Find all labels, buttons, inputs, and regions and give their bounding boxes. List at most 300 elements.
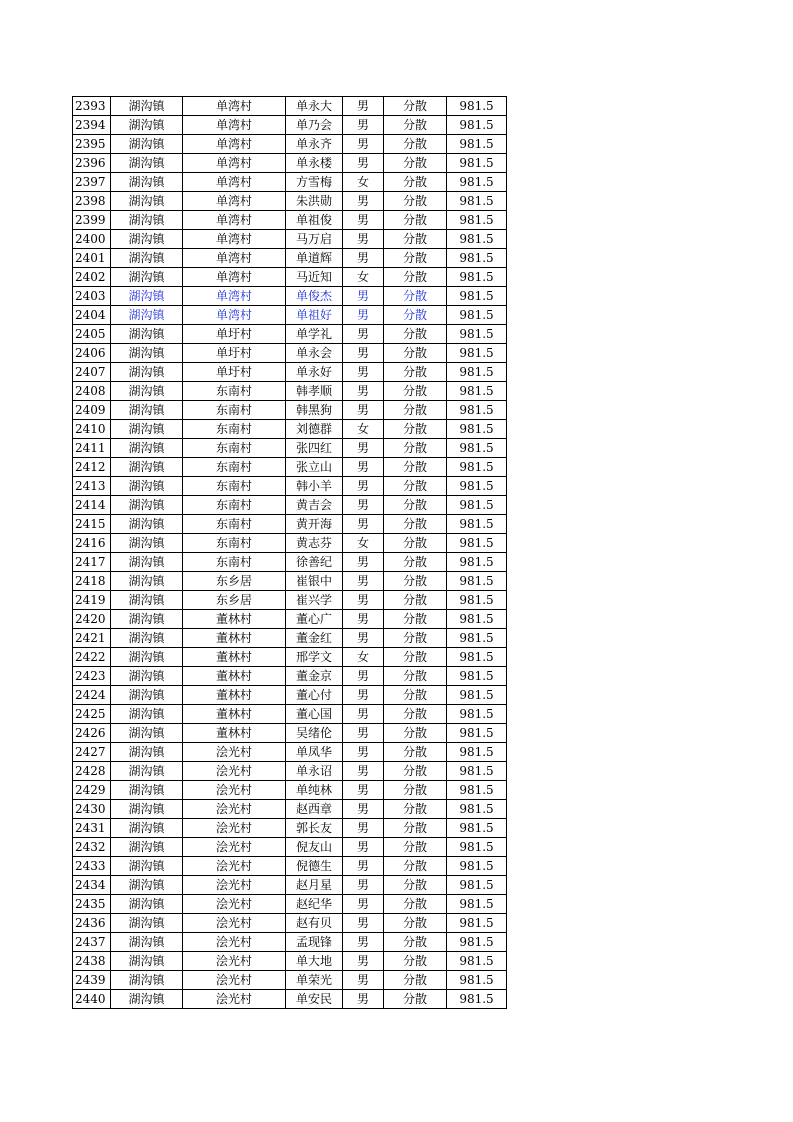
row-number-cell[interactable]: 2427 [73,743,111,762]
amount-cell[interactable]: 981.5 [447,686,507,705]
row-number-cell[interactable]: 2424 [73,686,111,705]
row-number-cell[interactable]: 2432 [73,838,111,857]
amount-cell[interactable]: 981.5 [447,135,507,154]
sex-cell[interactable]: 男 [343,382,384,401]
name-cell[interactable]: 单纯林 [286,781,343,800]
row-number-cell[interactable]: 2403 [73,287,111,306]
row-number-cell[interactable]: 2411 [73,439,111,458]
row-number-cell[interactable]: 2401 [73,249,111,268]
sex-cell[interactable]: 男 [343,895,384,914]
village-cell[interactable]: 单湾村 [183,192,286,211]
row-number-cell[interactable]: 2426 [73,724,111,743]
support-type-cell[interactable]: 分散 [384,173,447,192]
row-number-cell[interactable]: 2418 [73,572,111,591]
village-cell[interactable]: 浍光村 [183,857,286,876]
town-cell[interactable]: 湖沟镇 [111,249,183,268]
name-cell[interactable]: 韩小羊 [286,477,343,496]
village-cell[interactable]: 单湾村 [183,249,286,268]
village-cell[interactable]: 东乡居 [183,572,286,591]
village-cell[interactable]: 董林村 [183,686,286,705]
support-type-cell[interactable]: 分散 [384,458,447,477]
village-cell[interactable]: 董林村 [183,667,286,686]
support-type-cell[interactable]: 分散 [384,154,447,173]
row-number-cell[interactable]: 2420 [73,610,111,629]
village-cell[interactable]: 浍光村 [183,819,286,838]
amount-cell[interactable]: 981.5 [447,439,507,458]
sex-cell[interactable]: 女 [343,268,384,287]
amount-cell[interactable]: 981.5 [447,192,507,211]
amount-cell[interactable]: 981.5 [447,743,507,762]
support-type-cell[interactable]: 分散 [384,857,447,876]
amount-cell[interactable]: 981.5 [447,553,507,572]
village-cell[interactable]: 浍光村 [183,971,286,990]
town-cell[interactable]: 湖沟镇 [111,686,183,705]
name-cell[interactable]: 赵月星 [286,876,343,895]
name-cell[interactable]: 单祖俊 [286,211,343,230]
village-cell[interactable]: 单湾村 [183,268,286,287]
sex-cell[interactable]: 男 [343,705,384,724]
village-cell[interactable]: 东南村 [183,401,286,420]
amount-cell[interactable]: 981.5 [447,496,507,515]
town-cell[interactable]: 湖沟镇 [111,876,183,895]
amount-cell[interactable]: 981.5 [447,895,507,914]
row-number-cell[interactable]: 2404 [73,306,111,325]
support-type-cell[interactable]: 分散 [384,914,447,933]
sex-cell[interactable]: 男 [343,192,384,211]
support-type-cell[interactable]: 分散 [384,97,447,116]
sex-cell[interactable]: 男 [343,800,384,819]
sex-cell[interactable]: 男 [343,686,384,705]
support-type-cell[interactable]: 分散 [384,610,447,629]
amount-cell[interactable]: 981.5 [447,819,507,838]
town-cell[interactable]: 湖沟镇 [111,382,183,401]
town-cell[interactable]: 湖沟镇 [111,629,183,648]
sex-cell[interactable]: 男 [343,249,384,268]
village-cell[interactable]: 东南村 [183,458,286,477]
row-number-cell[interactable]: 2397 [73,173,111,192]
name-cell[interactable]: 倪友山 [286,838,343,857]
amount-cell[interactable]: 981.5 [447,249,507,268]
village-cell[interactable]: 浍光村 [183,743,286,762]
row-number-cell[interactable]: 2425 [73,705,111,724]
town-cell[interactable]: 湖沟镇 [111,591,183,610]
name-cell[interactable]: 崔银中 [286,572,343,591]
amount-cell[interactable]: 981.5 [447,952,507,971]
town-cell[interactable]: 湖沟镇 [111,838,183,857]
village-cell[interactable]: 单圩村 [183,344,286,363]
sex-cell[interactable]: 男 [343,610,384,629]
village-cell[interactable]: 浍光村 [183,762,286,781]
amount-cell[interactable]: 981.5 [447,933,507,952]
village-cell[interactable]: 东南村 [183,420,286,439]
name-cell[interactable]: 马万启 [286,230,343,249]
name-cell[interactable]: 刘德群 [286,420,343,439]
village-cell[interactable]: 浍光村 [183,952,286,971]
name-cell[interactable]: 马近知 [286,268,343,287]
village-cell[interactable]: 单湾村 [183,211,286,230]
name-cell[interactable]: 韩黑狗 [286,401,343,420]
sex-cell[interactable]: 男 [343,572,384,591]
amount-cell[interactable]: 981.5 [447,287,507,306]
support-type-cell[interactable]: 分散 [384,990,447,1009]
support-type-cell[interactable]: 分散 [384,648,447,667]
town-cell[interactable]: 湖沟镇 [111,211,183,230]
town-cell[interactable]: 湖沟镇 [111,857,183,876]
amount-cell[interactable]: 981.5 [447,401,507,420]
name-cell[interactable]: 韩孝顺 [286,382,343,401]
row-number-cell[interactable]: 2398 [73,192,111,211]
support-type-cell[interactable]: 分散 [384,477,447,496]
amount-cell[interactable]: 981.5 [447,610,507,629]
sex-cell[interactable]: 男 [343,154,384,173]
support-type-cell[interactable]: 分散 [384,629,447,648]
amount-cell[interactable]: 981.5 [447,857,507,876]
town-cell[interactable]: 湖沟镇 [111,762,183,781]
amount-cell[interactable]: 981.5 [447,306,507,325]
sex-cell[interactable]: 男 [343,914,384,933]
village-cell[interactable]: 董林村 [183,648,286,667]
sex-cell[interactable]: 男 [343,135,384,154]
sex-cell[interactable]: 男 [343,838,384,857]
town-cell[interactable]: 湖沟镇 [111,420,183,439]
village-cell[interactable]: 浍光村 [183,800,286,819]
village-cell[interactable]: 东南村 [183,496,286,515]
sex-cell[interactable]: 男 [343,857,384,876]
sex-cell[interactable]: 女 [343,648,384,667]
town-cell[interactable]: 湖沟镇 [111,154,183,173]
row-number-cell[interactable]: 2410 [73,420,111,439]
town-cell[interactable]: 湖沟镇 [111,268,183,287]
amount-cell[interactable]: 981.5 [447,762,507,781]
town-cell[interactable]: 湖沟镇 [111,952,183,971]
sex-cell[interactable]: 男 [343,819,384,838]
name-cell[interactable]: 董心国 [286,705,343,724]
sex-cell[interactable]: 男 [343,971,384,990]
support-type-cell[interactable]: 分散 [384,192,447,211]
amount-cell[interactable]: 981.5 [447,211,507,230]
name-cell[interactable]: 单永好 [286,363,343,382]
sex-cell[interactable]: 男 [343,211,384,230]
sex-cell[interactable]: 男 [343,325,384,344]
support-type-cell[interactable]: 分散 [384,382,447,401]
amount-cell[interactable]: 981.5 [447,268,507,287]
sex-cell[interactable]: 男 [343,629,384,648]
sex-cell[interactable]: 男 [343,496,384,515]
support-type-cell[interactable]: 分散 [384,762,447,781]
support-type-cell[interactable]: 分散 [384,325,447,344]
row-number-cell[interactable]: 2416 [73,534,111,553]
sex-cell[interactable]: 男 [343,458,384,477]
support-type-cell[interactable]: 分散 [384,287,447,306]
name-cell[interactable]: 赵西章 [286,800,343,819]
village-cell[interactable]: 东南村 [183,477,286,496]
village-cell[interactable]: 董林村 [183,610,286,629]
amount-cell[interactable]: 981.5 [447,838,507,857]
name-cell[interactable]: 吴绪伦 [286,724,343,743]
row-number-cell[interactable]: 2395 [73,135,111,154]
town-cell[interactable]: 湖沟镇 [111,477,183,496]
town-cell[interactable]: 湖沟镇 [111,705,183,724]
row-number-cell[interactable]: 2407 [73,363,111,382]
town-cell[interactable]: 湖沟镇 [111,648,183,667]
support-type-cell[interactable]: 分散 [384,724,447,743]
town-cell[interactable]: 湖沟镇 [111,971,183,990]
sex-cell[interactable]: 男 [343,667,384,686]
town-cell[interactable]: 湖沟镇 [111,287,183,306]
amount-cell[interactable]: 981.5 [447,724,507,743]
amount-cell[interactable]: 981.5 [447,515,507,534]
amount-cell[interactable]: 981.5 [447,116,507,135]
town-cell[interactable]: 湖沟镇 [111,534,183,553]
support-type-cell[interactable]: 分散 [384,306,447,325]
support-type-cell[interactable]: 分散 [384,230,447,249]
support-type-cell[interactable]: 分散 [384,705,447,724]
name-cell[interactable]: 倪德生 [286,857,343,876]
village-cell[interactable]: 单湾村 [183,154,286,173]
amount-cell[interactable]: 981.5 [447,534,507,553]
village-cell[interactable]: 单圩村 [183,325,286,344]
village-cell[interactable]: 浍光村 [183,895,286,914]
town-cell[interactable]: 湖沟镇 [111,116,183,135]
town-cell[interactable]: 湖沟镇 [111,914,183,933]
support-type-cell[interactable]: 分散 [384,800,447,819]
sex-cell[interactable]: 男 [343,762,384,781]
sex-cell[interactable]: 男 [343,97,384,116]
amount-cell[interactable]: 981.5 [447,97,507,116]
sex-cell[interactable]: 男 [343,933,384,952]
support-type-cell[interactable]: 分散 [384,534,447,553]
row-number-cell[interactable]: 2433 [73,857,111,876]
sex-cell[interactable]: 男 [343,363,384,382]
village-cell[interactable]: 董林村 [183,629,286,648]
support-type-cell[interactable]: 分散 [384,268,447,287]
row-number-cell[interactable]: 2400 [73,230,111,249]
village-cell[interactable]: 董林村 [183,705,286,724]
amount-cell[interactable]: 981.5 [447,230,507,249]
name-cell[interactable]: 董金红 [286,629,343,648]
support-type-cell[interactable]: 分散 [384,743,447,762]
support-type-cell[interactable]: 分散 [384,211,447,230]
name-cell[interactable]: 赵有贝 [286,914,343,933]
row-number-cell[interactable]: 2399 [73,211,111,230]
town-cell[interactable]: 湖沟镇 [111,515,183,534]
row-number-cell[interactable]: 2435 [73,895,111,914]
name-cell[interactable]: 黄吉会 [286,496,343,515]
support-type-cell[interactable]: 分散 [384,686,447,705]
sex-cell[interactable]: 男 [343,876,384,895]
name-cell[interactable]: 崔兴学 [286,591,343,610]
support-type-cell[interactable]: 分散 [384,572,447,591]
row-number-cell[interactable]: 2409 [73,401,111,420]
town-cell[interactable]: 湖沟镇 [111,895,183,914]
sex-cell[interactable]: 男 [343,591,384,610]
support-type-cell[interactable]: 分散 [384,952,447,971]
amount-cell[interactable]: 981.5 [447,990,507,1009]
village-cell[interactable]: 单湾村 [183,173,286,192]
town-cell[interactable]: 湖沟镇 [111,667,183,686]
town-cell[interactable]: 湖沟镇 [111,363,183,382]
village-cell[interactable]: 东南村 [183,534,286,553]
name-cell[interactable]: 单俊杰 [286,287,343,306]
village-cell[interactable]: 单湾村 [183,97,286,116]
support-type-cell[interactable]: 分散 [384,249,447,268]
row-number-cell[interactable]: 2431 [73,819,111,838]
town-cell[interactable]: 湖沟镇 [111,781,183,800]
row-number-cell[interactable]: 2422 [73,648,111,667]
row-number-cell[interactable]: 2436 [73,914,111,933]
sex-cell[interactable]: 男 [343,743,384,762]
support-type-cell[interactable]: 分散 [384,553,447,572]
support-type-cell[interactable]: 分散 [384,781,447,800]
name-cell[interactable]: 单祖好 [286,306,343,325]
village-cell[interactable]: 浍光村 [183,876,286,895]
name-cell[interactable]: 单乃会 [286,116,343,135]
village-cell[interactable]: 单湾村 [183,306,286,325]
village-cell[interactable]: 东南村 [183,553,286,572]
support-type-cell[interactable]: 分散 [384,401,447,420]
village-cell[interactable]: 浍光村 [183,933,286,952]
amount-cell[interactable]: 981.5 [447,648,507,667]
support-type-cell[interactable]: 分散 [384,876,447,895]
village-cell[interactable]: 东南村 [183,382,286,401]
town-cell[interactable]: 湖沟镇 [111,458,183,477]
town-cell[interactable]: 湖沟镇 [111,439,183,458]
support-type-cell[interactable]: 分散 [384,667,447,686]
row-number-cell[interactable]: 2408 [73,382,111,401]
row-number-cell[interactable]: 2406 [73,344,111,363]
amount-cell[interactable]: 981.5 [447,325,507,344]
amount-cell[interactable]: 981.5 [447,477,507,496]
amount-cell[interactable]: 981.5 [447,420,507,439]
support-type-cell[interactable]: 分散 [384,135,447,154]
row-number-cell[interactable]: 2423 [73,667,111,686]
row-number-cell[interactable]: 2412 [73,458,111,477]
sex-cell[interactable]: 女 [343,173,384,192]
support-type-cell[interactable]: 分散 [384,591,447,610]
sex-cell[interactable]: 男 [343,401,384,420]
name-cell[interactable]: 单荣光 [286,971,343,990]
amount-cell[interactable]: 981.5 [447,572,507,591]
row-number-cell[interactable]: 2434 [73,876,111,895]
name-cell[interactable]: 单永楼 [286,154,343,173]
town-cell[interactable]: 湖沟镇 [111,97,183,116]
town-cell[interactable]: 湖沟镇 [111,173,183,192]
row-number-cell[interactable]: 2440 [73,990,111,1009]
row-number-cell[interactable]: 2438 [73,952,111,971]
town-cell[interactable]: 湖沟镇 [111,306,183,325]
name-cell[interactable]: 董心广 [286,610,343,629]
amount-cell[interactable]: 981.5 [447,667,507,686]
town-cell[interactable]: 湖沟镇 [111,230,183,249]
row-number-cell[interactable]: 2413 [73,477,111,496]
row-number-cell[interactable]: 2402 [73,268,111,287]
town-cell[interactable]: 湖沟镇 [111,800,183,819]
name-cell[interactable]: 方雪梅 [286,173,343,192]
sex-cell[interactable]: 男 [343,287,384,306]
name-cell[interactable]: 黄开海 [286,515,343,534]
sex-cell[interactable]: 男 [343,553,384,572]
support-type-cell[interactable]: 分散 [384,363,447,382]
row-number-cell[interactable]: 2415 [73,515,111,534]
name-cell[interactable]: 邢学文 [286,648,343,667]
row-number-cell[interactable]: 2414 [73,496,111,515]
support-type-cell[interactable]: 分散 [384,933,447,952]
support-type-cell[interactable]: 分散 [384,420,447,439]
name-cell[interactable]: 单永齐 [286,135,343,154]
row-number-cell[interactable]: 2417 [73,553,111,572]
town-cell[interactable]: 湖沟镇 [111,572,183,591]
sex-cell[interactable]: 男 [343,515,384,534]
support-type-cell[interactable]: 分散 [384,819,447,838]
sex-cell[interactable]: 女 [343,534,384,553]
village-cell[interactable]: 浍光村 [183,781,286,800]
support-type-cell[interactable]: 分散 [384,344,447,363]
support-type-cell[interactable]: 分散 [384,439,447,458]
name-cell[interactable]: 孟现锋 [286,933,343,952]
row-number-cell[interactable]: 2396 [73,154,111,173]
amount-cell[interactable]: 981.5 [447,591,507,610]
village-cell[interactable]: 东南村 [183,515,286,534]
village-cell[interactable]: 董林村 [183,724,286,743]
name-cell[interactable]: 单大地 [286,952,343,971]
town-cell[interactable]: 湖沟镇 [111,325,183,344]
name-cell[interactable]: 董心付 [286,686,343,705]
town-cell[interactable]: 湖沟镇 [111,990,183,1009]
support-type-cell[interactable]: 分散 [384,496,447,515]
row-number-cell[interactable]: 2421 [73,629,111,648]
row-number-cell[interactable]: 2429 [73,781,111,800]
village-cell[interactable]: 单湾村 [183,135,286,154]
village-cell[interactable]: 东乡居 [183,591,286,610]
amount-cell[interactable]: 981.5 [447,173,507,192]
town-cell[interactable]: 湖沟镇 [111,553,183,572]
sex-cell[interactable]: 男 [343,344,384,363]
amount-cell[interactable]: 981.5 [447,781,507,800]
name-cell[interactable]: 张立山 [286,458,343,477]
row-number-cell[interactable]: 2437 [73,933,111,952]
row-number-cell[interactable]: 2428 [73,762,111,781]
town-cell[interactable]: 湖沟镇 [111,743,183,762]
amount-cell[interactable]: 981.5 [447,458,507,477]
sex-cell[interactable]: 男 [343,990,384,1009]
village-cell[interactable]: 浍光村 [183,990,286,1009]
name-cell[interactable]: 张四红 [286,439,343,458]
town-cell[interactable]: 湖沟镇 [111,401,183,420]
row-number-cell[interactable]: 2419 [73,591,111,610]
amount-cell[interactable]: 981.5 [447,382,507,401]
village-cell[interactable]: 单圩村 [183,363,286,382]
town-cell[interactable]: 湖沟镇 [111,344,183,363]
village-cell[interactable]: 单湾村 [183,116,286,135]
name-cell[interactable]: 单永大 [286,97,343,116]
amount-cell[interactable]: 981.5 [447,363,507,382]
support-type-cell[interactable]: 分散 [384,838,447,857]
town-cell[interactable]: 湖沟镇 [111,496,183,515]
name-cell[interactable]: 单安民 [286,990,343,1009]
name-cell[interactable]: 单凤华 [286,743,343,762]
sex-cell[interactable]: 女 [343,420,384,439]
village-cell[interactable]: 单湾村 [183,230,286,249]
village-cell[interactable]: 东南村 [183,439,286,458]
sex-cell[interactable]: 男 [343,952,384,971]
sex-cell[interactable]: 男 [343,306,384,325]
sex-cell[interactable]: 男 [343,724,384,743]
village-cell[interactable]: 浍光村 [183,838,286,857]
support-type-cell[interactable]: 分散 [384,515,447,534]
name-cell[interactable]: 单道辉 [286,249,343,268]
name-cell[interactable]: 赵纪华 [286,895,343,914]
row-number-cell[interactable]: 2393 [73,97,111,116]
